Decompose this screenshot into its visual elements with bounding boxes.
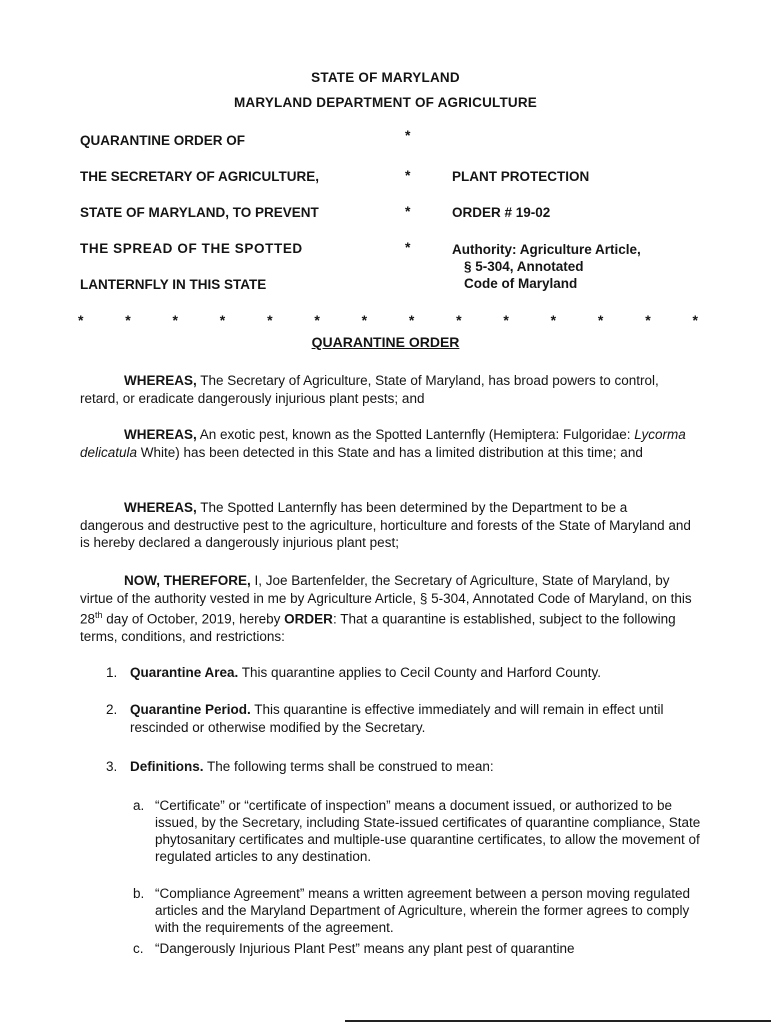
caption-star: * (405, 203, 411, 219)
order-title: QUARANTINE ORDER (311, 334, 460, 350)
caption-star: * (405, 167, 411, 183)
plant-protection-label: PLANT PROTECTION (452, 169, 590, 184)
separator-star: * (692, 312, 698, 328)
state-heading: STATE OF MARYLAND (311, 70, 460, 85)
definition-compliance-agreement: b. “Compliance Agreement” means a written agreement between a person moving regulated articles and the Maryland Department of Agriculture, wherein the former agrees to comply with the requirements of the agreement. (133, 886, 691, 935)
definition-dangerously-injurious-plant-pest: c. “Dangerously Injurious Plant Pest” means any plant pest of quarantine (133, 941, 575, 956)
separator-star: * (125, 312, 131, 328)
department-heading: MARYLAND DEPARTMENT OF AGRICULTURE (233, 95, 538, 110)
page-bottom-rule (345, 1020, 771, 1022)
separator-star: * (597, 312, 604, 328)
separator-star: * (550, 312, 557, 328)
caption-line-4: THE SPREAD OF THE SPOTTED (80, 241, 303, 256)
order-number: ORDER # 19-02 (452, 205, 551, 220)
whereas-paragraph-2: WHEREAS, An exotic pest, known as the Spotted Lanternfly (Hemiptera: Fulgoridae: Lycorma delicatula White) has been detected in this State and has a limited distribution at this time; and (80, 427, 686, 460)
separator-stars (78, 312, 698, 328)
separator-star: * (456, 312, 462, 328)
list-item-quarantine-period: 2. Quarantine Period. This quarantine is effective immediately and will remain in effect until rescinded or otherwise modified by the Secretary. (106, 702, 664, 735)
separator-star: * (645, 312, 651, 328)
caption-line-5: LANTERNFLY IN THIS STATE (80, 277, 267, 292)
separator-star: * (408, 312, 415, 328)
authority-block (452, 241, 641, 292)
authority-line-3: Code of Maryland (464, 276, 578, 291)
separator-star: * (361, 312, 368, 328)
whereas-paragraph-3: WHEREAS, The Spotted Lanternfly has been determined by the Department to be a dangerous and destructive pest to the agriculture, horticulture and forests of the State of Maryland and is hereby declared a dangerously injurious plant pest; (80, 500, 691, 550)
now-therefore-paragraph: NOW, THEREFORE, I, Joe Bartenfelder, the Secretary of Agriculture, State of Maryland, by virtue of the authority vested in me by Agriculture Article, § 5-304, Annotated Code of Maryland, on this 28th day of October, 2019, hereby ORDER: That a quarantine is established, subject to the following terms, conditions, and restrictions: (80, 573, 692, 644)
separator-star: * (314, 312, 320, 328)
caption-line-2: THE SECRETARY OF AGRICULTURE, (80, 169, 320, 184)
authority-line-2: § 5-304, Annotated (464, 259, 584, 274)
caption-line-1: QUARANTINE ORDER OF (80, 133, 245, 148)
list-item-definitions: 3. Definitions. The following terms shall be construed to mean: (106, 759, 494, 774)
caption-star: * (405, 127, 411, 143)
authority-line-1: Authority: Agriculture Article, (452, 242, 641, 257)
separator-star: * (78, 312, 84, 328)
caption-star: * (405, 239, 411, 255)
separator-star: * (267, 312, 273, 328)
caption-line-3: STATE OF MARYLAND, TO PREVENT (80, 205, 319, 220)
whereas-paragraph-1: WHEREAS, The Secretary of Agriculture, State of Maryland, has broad powers to control, retard, or eradicate dangerously injurious plant pests; and (80, 373, 659, 406)
separator-star: * (172, 312, 178, 328)
separator-star: * (219, 312, 226, 328)
list-item-quarantine-area: 1. Quarantine Area. This quarantine applies to Cecil County and Harford County. (106, 665, 601, 680)
definition-certificate: a. “Certificate” or “certificate of inspection” means a document issued, or authorized to be issued, by the Secretary, including State-issued certificates of quarantine compliance, State phytosanitary certificates and multiple-use quarantine certificates, to allow the movement of regulated articles to any destination. (133, 798, 701, 864)
separator-star: * (503, 312, 509, 328)
